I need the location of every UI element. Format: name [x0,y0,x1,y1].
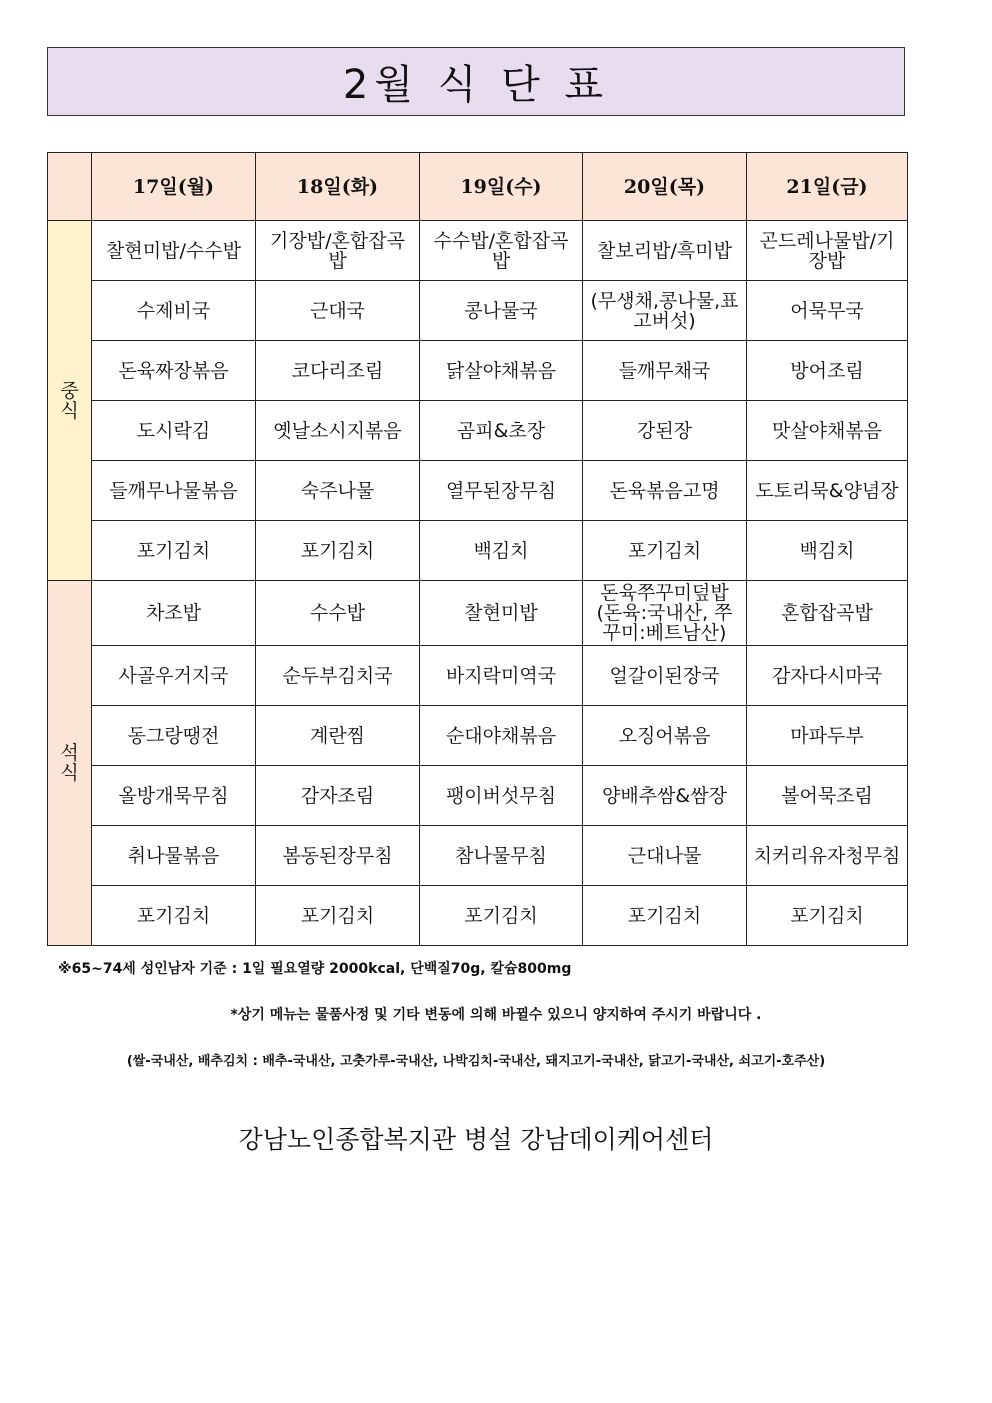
menu-cell: 감자조림 [256,766,420,826]
menu-cell: 수수밥/혼합잡곡밥 [420,221,583,281]
menu-cell: 기장밥/혼합잡곡밥 [256,221,420,281]
menu-cell: 포기김치 [256,521,420,581]
menu-cell: 돈육짜장볶음 [92,341,256,401]
menu-cell: 들깨무나물볶음 [92,461,256,521]
menu-cell: 얼갈이된장국 [583,646,747,706]
day-header: 19일(수) [420,153,583,221]
menu-cell: 오징어볶음 [583,706,747,766]
title-box [47,47,905,116]
menu-cell: 백김치 [420,521,583,581]
menu-cell: 돈육쭈꾸미덮밥 (돈육:국내산, 쭈꾸미:베트남산) [583,581,747,646]
menu-cell: 포기김치 [583,886,747,946]
dinner-row [48,826,908,886]
center-name: 강남노인종합복지관 병설 강남데이케어센터 [238,1125,714,1154]
menu-cell: 올방개묵무침 [92,766,256,826]
menu-cell: 열무된장무침 [420,461,583,521]
lunch-section [48,221,908,581]
lunch-row [48,281,908,341]
menu-cell: 도토리묵&양념장 [747,461,908,521]
menu-cell: 곰피&초장 [420,401,583,461]
dinner-row [48,581,908,646]
menu-cell: (무생채,콩나물,표고버섯) [583,281,747,341]
menu-cell: 백김치 [747,521,908,581]
menu-cell: 봄동된장무침 [256,826,420,886]
menu-cell: 팽이버섯무침 [420,766,583,826]
lunch-row [48,401,908,461]
menu-cell: 감자다시마국 [747,646,908,706]
menu-cell: 볼어묵조림 [747,766,908,826]
dinner-label-cell [48,581,92,946]
menu-cell: 근대국 [256,281,420,341]
menu-cell: 순대야채볶음 [420,706,583,766]
menu-cell: 바지락미역국 [420,646,583,706]
dinner-row [48,646,908,706]
menu-cell: 혼합잡곡밥 [747,581,908,646]
change-notice: *상기 메뉴는 물품사정 및 기타 변동에 의해 바뀔수 있으니 양지하여 주시기 바랍니다 . [230,1007,762,1023]
menu-cell: 순두부김치국 [256,646,420,706]
menu-cell: 양배추쌈&쌈장 [583,766,747,826]
dinner-row [48,706,908,766]
dinner-section [48,581,908,946]
lunch-row [48,521,908,581]
menu-cell: 차조밥 [92,581,256,646]
lunch-row [48,461,908,521]
origin-note: (쌀-국내산, 배추김치 : 배추-국내산, 고춧가루-국내산, 나박김치-국내산, 돼지고기-국내산, 닭고기-국내산, 쇠고기-호주산) [126,1054,826,1069]
menu-cell: 찰현미밥 [420,581,583,646]
menu-cell: 포기김치 [583,521,747,581]
header-row [48,153,908,221]
menu-cell: 도시락김 [92,401,256,461]
lunch-row [48,341,908,401]
menu-cell: 치커리유자청무침 [747,826,908,886]
menu-cell: 포기김치 [747,886,908,946]
dinner-label: 석식 [60,742,79,784]
dinner-row [48,766,908,826]
menu-cell: 맛살야채볶음 [747,401,908,461]
menu-cell: 계란찜 [256,706,420,766]
menu-cell: 방어조림 [747,341,908,401]
menu-cell: 찰현미밥/수수밥 [92,221,256,281]
menu-cell: 수수밥 [256,581,420,646]
menu-cell: 동그랑땡전 [92,706,256,766]
menu-cell: 돈육볶음고명 [583,461,747,521]
dinner-row [48,886,908,946]
day-header: 20일(목) [583,153,747,221]
menu-table [47,152,908,946]
day-header: 17일(월) [92,153,256,221]
menu-cell: 곤드레나물밥/기장밥 [747,221,908,281]
menu-cell: 코다리조림 [256,341,420,401]
lunch-label: 중식 [60,379,79,422]
menu-cell: 포기김치 [420,886,583,946]
menu-cell: 마파두부 [747,706,908,766]
menu-cell: 들깨무채국 [583,341,747,401]
day-header: 18일(화) [256,153,420,221]
menu-cell: 취나물볶음 [92,826,256,886]
menu-cell: 강된장 [583,401,747,461]
menu-cell: 옛날소시지볶음 [256,401,420,461]
menu-cell: 숙주나물 [256,461,420,521]
menu-cell: 수제비국 [92,281,256,341]
menu-cell: 어묵무국 [747,281,908,341]
menu-cell: 참나물무침 [420,826,583,886]
nutrition-note: ※65~74세 성인남자 기준 : 1일 필요열량 2000kcal, 단백질70g, 칼슘800mg [58,961,572,977]
menu-cell: 포기김치 [92,886,256,946]
menu-cell: 닭살야채볶음 [420,341,583,401]
lunch-row [48,221,908,281]
page-title: 2월 식 단 표 [342,62,610,108]
menu-cell: 포기김치 [92,521,256,581]
corner-cell [48,153,92,221]
menu-cell: 근대나물 [583,826,747,886]
menu-cell: 포기김치 [256,886,420,946]
lunch-label-cell [48,221,92,581]
menu-cell: 콩나물국 [420,281,583,341]
menu-cell: 사골우거지국 [92,646,256,706]
menu-cell: 찰보리밥/흑미밥 [583,221,747,281]
day-header: 21일(금) [747,153,908,221]
